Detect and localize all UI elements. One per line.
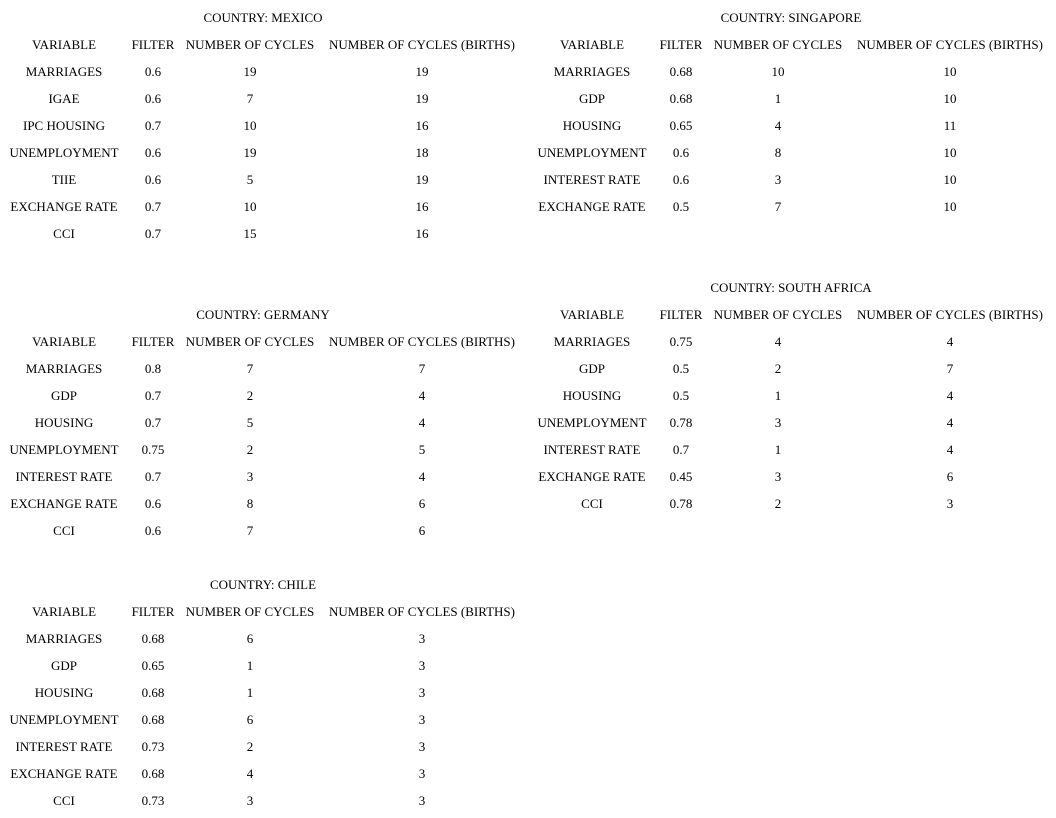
cell-filter: 0.5 <box>672 361 690 376</box>
cell-cycles: 8 <box>246 496 254 511</box>
cell-variable: TIIE <box>51 172 77 187</box>
cell-filter: 0.6 <box>144 172 162 187</box>
table-row <box>0 706 530 733</box>
cell-births: 3 <box>418 685 426 700</box>
table-row <box>0 463 530 490</box>
header-cycles: NUMBER OF CYCLES <box>713 307 843 322</box>
cell-filter: 0.6 <box>144 64 162 79</box>
header-filter: FILTER <box>659 37 703 52</box>
cell-variable: HOUSING <box>562 118 622 133</box>
cell-variable: UNEMPLOYMENT <box>537 415 647 430</box>
cell-filter: 0.7 <box>672 442 690 457</box>
cell-births: 3 <box>418 739 426 754</box>
table-title-south-africa: COUNTRY: SOUTH AFRICA <box>710 280 872 295</box>
header-cycles: NUMBER OF CYCLES <box>185 604 315 619</box>
header-cycles: NUMBER OF CYCLES <box>713 37 843 52</box>
header-births: NUMBER OF CYCLES (BIRTHS) <box>329 37 515 52</box>
header-births: NUMBER OF CYCLES (BIRTHS) <box>329 604 515 619</box>
cell-cycles: 3 <box>774 415 782 430</box>
cell-births: 19 <box>415 172 429 187</box>
table-header <box>0 31 530 58</box>
table-row <box>0 490 530 517</box>
cell-variable: UNEMPLOYMENT <box>537 145 647 160</box>
cell-variable: UNEMPLOYMENT <box>9 712 119 727</box>
table-title-chile: COUNTRY: CHILE <box>209 577 317 592</box>
cell-variable: CCI <box>53 226 75 241</box>
table-row <box>0 787 530 814</box>
cell-births: 5 <box>418 442 426 457</box>
cell-variable: HOUSING <box>34 415 94 430</box>
cell-births: 19 <box>415 91 429 106</box>
cell-filter: 0.75 <box>669 334 693 349</box>
table-row <box>0 517 530 544</box>
table-row <box>0 625 530 652</box>
cell-filter: 0.6 <box>672 145 690 160</box>
cell-variable: EXCHANGE RATE <box>538 469 646 484</box>
cell-variable: CCI <box>53 793 75 808</box>
cell-births: 16 <box>415 199 429 214</box>
cell-births: 19 <box>415 64 429 79</box>
cell-births: 4 <box>946 334 954 349</box>
cell-filter: 0.7 <box>144 388 162 403</box>
cell-filter: 0.68 <box>141 712 165 727</box>
cell-cycles: 8 <box>774 145 782 160</box>
table-row <box>0 436 530 463</box>
table-row <box>0 409 530 436</box>
table-row <box>0 58 530 85</box>
cell-births: 7 <box>946 361 954 376</box>
cell-births: 7 <box>418 361 426 376</box>
cell-cycles: 4 <box>774 118 782 133</box>
cell-variable: GDP <box>50 658 77 673</box>
table-row <box>528 436 1056 463</box>
cell-births: 16 <box>415 118 429 133</box>
table-row <box>0 679 530 706</box>
cell-cycles: 1 <box>246 658 254 673</box>
header-births: NUMBER OF CYCLES (BIRTHS) <box>857 307 1043 322</box>
cell-variable: HOUSING <box>562 388 622 403</box>
cell-filter: 0.6 <box>144 91 162 106</box>
header-variable: VARIABLE <box>31 37 97 52</box>
cell-births: 6 <box>946 469 954 484</box>
table-row <box>528 139 1056 166</box>
cell-filter: 0.7 <box>144 199 162 214</box>
cell-filter: 0.73 <box>141 739 165 754</box>
header-filter: FILTER <box>659 307 703 322</box>
cell-variable: MARRIAGES <box>25 361 103 376</box>
table-row <box>0 85 530 112</box>
cell-cycles: 2 <box>246 442 254 457</box>
table-row <box>528 463 1056 490</box>
cell-variable: INTEREST RATE <box>15 469 113 484</box>
table-row <box>528 85 1056 112</box>
cell-cycles: 6 <box>246 712 254 727</box>
cell-filter: 0.5 <box>672 199 690 214</box>
cell-filter: 0.78 <box>669 496 693 511</box>
table-row <box>528 193 1056 220</box>
cell-cycles: 10 <box>243 199 257 214</box>
cell-filter: 0.68 <box>669 91 693 106</box>
cell-cycles: 19 <box>243 145 257 160</box>
table-row <box>528 355 1056 382</box>
header-births: NUMBER OF CYCLES (BIRTHS) <box>857 37 1043 52</box>
cell-births: 6 <box>418 496 426 511</box>
cell-cycles: 7 <box>246 91 254 106</box>
table-row <box>0 382 530 409</box>
header-filter: FILTER <box>131 334 175 349</box>
table-row <box>0 733 530 760</box>
cell-births: 4 <box>946 442 954 457</box>
table-row <box>0 760 530 787</box>
cell-variable: EXCHANGE RATE <box>10 496 118 511</box>
cell-cycles: 10 <box>243 118 257 133</box>
cell-variable: EXCHANGE RATE <box>10 199 118 214</box>
header-variable: VARIABLE <box>559 37 625 52</box>
table-row <box>0 193 530 220</box>
cell-filter: 0.68 <box>141 685 165 700</box>
table-row <box>528 409 1056 436</box>
cell-variable: GDP <box>578 91 605 106</box>
table-row <box>0 112 530 139</box>
table-title-singapore: COUNTRY: SINGAPORE <box>720 10 862 25</box>
cell-cycles: 2 <box>246 739 254 754</box>
header-variable: VARIABLE <box>31 334 97 349</box>
cell-births: 4 <box>946 388 954 403</box>
cell-cycles: 1 <box>774 91 782 106</box>
cell-births: 10 <box>943 199 957 214</box>
cell-cycles: 3 <box>774 469 782 484</box>
cell-births: 4 <box>418 415 426 430</box>
table-row <box>528 490 1056 517</box>
cell-variable: INTEREST RATE <box>543 172 641 187</box>
table-row <box>0 652 530 679</box>
cell-filter: 0.45 <box>669 469 693 484</box>
header-cycles: NUMBER OF CYCLES <box>185 334 315 349</box>
cell-filter: 0.68 <box>669 64 693 79</box>
cell-filter: 0.65 <box>669 118 693 133</box>
cell-births: 4 <box>946 415 954 430</box>
cell-variable: INTEREST RATE <box>543 442 641 457</box>
cell-filter: 0.73 <box>141 793 165 808</box>
cell-births: 10 <box>943 145 957 160</box>
cell-filter: 0.7 <box>144 469 162 484</box>
cell-cycles: 7 <box>246 523 254 538</box>
cell-filter: 0.8 <box>144 361 162 376</box>
cell-variable: CCI <box>581 496 603 511</box>
header-cycles: NUMBER OF CYCLES <box>185 37 315 52</box>
cell-cycles: 10 <box>771 64 785 79</box>
cell-cycles: 2 <box>774 496 782 511</box>
cell-cycles: 7 <box>246 361 254 376</box>
table-header <box>528 31 1056 58</box>
cell-cycles: 15 <box>243 226 257 241</box>
cell-variable: UNEMPLOYMENT <box>9 442 119 457</box>
cell-births: 3 <box>418 793 426 808</box>
table-header <box>0 598 530 625</box>
cell-births: 10 <box>943 64 957 79</box>
cell-variable: IGAE <box>48 91 80 106</box>
table-row <box>0 139 530 166</box>
table-row <box>0 220 530 247</box>
cell-births: 3 <box>418 712 426 727</box>
header-variable: VARIABLE <box>31 604 97 619</box>
cell-cycles: 19 <box>243 64 257 79</box>
header-variable: VARIABLE <box>559 307 625 322</box>
cell-cycles: 3 <box>246 469 254 484</box>
cell-variable: INTEREST RATE <box>15 739 113 754</box>
cell-variable: MARRIAGES <box>553 64 631 79</box>
table-row <box>528 58 1056 85</box>
cell-variable: UNEMPLOYMENT <box>9 145 119 160</box>
cell-births: 10 <box>943 172 957 187</box>
table-title-germany: COUNTRY: GERMANY <box>196 307 330 322</box>
cell-cycles: 2 <box>246 388 254 403</box>
cell-births: 6 <box>418 523 426 538</box>
cell-filter: 0.6 <box>144 496 162 511</box>
cell-cycles: 4 <box>246 766 254 781</box>
cell-variable: GDP <box>578 361 605 376</box>
cell-filter: 0.7 <box>144 118 162 133</box>
cell-variable: CCI <box>53 523 75 538</box>
cell-filter: 0.7 <box>144 415 162 430</box>
cell-variable: MARRIAGES <box>25 64 103 79</box>
cell-births: 3 <box>418 658 426 673</box>
cell-births: 16 <box>415 226 429 241</box>
cell-variable: EXCHANGE RATE <box>10 766 118 781</box>
cell-cycles: 3 <box>774 172 782 187</box>
cell-births: 3 <box>418 766 426 781</box>
table-row <box>528 382 1056 409</box>
table-row <box>528 112 1056 139</box>
cell-filter: 0.68 <box>141 766 165 781</box>
cell-cycles: 1 <box>774 442 782 457</box>
cell-births: 4 <box>418 469 426 484</box>
header-filter: FILTER <box>131 37 175 52</box>
cell-variable: HOUSING <box>34 685 94 700</box>
cell-births: 3 <box>418 631 426 646</box>
cell-variable: IPC HOUSING <box>23 118 105 133</box>
cell-filter: 0.6 <box>144 523 162 538</box>
table-header <box>0 328 530 355</box>
cell-filter: 0.5 <box>672 388 690 403</box>
cell-cycles: 3 <box>246 793 254 808</box>
cell-births: 10 <box>943 91 957 106</box>
table-row <box>0 166 530 193</box>
cell-births: 3 <box>946 496 954 511</box>
cell-variable: GDP <box>50 388 77 403</box>
cell-births: 4 <box>418 388 426 403</box>
cell-cycles: 5 <box>246 172 254 187</box>
cell-filter: 0.6 <box>144 145 162 160</box>
cell-cycles: 7 <box>774 199 782 214</box>
header-filter: FILTER <box>131 604 175 619</box>
header-births: NUMBER OF CYCLES (BIRTHS) <box>329 334 515 349</box>
cell-filter: 0.68 <box>141 631 165 646</box>
cell-filter: 0.7 <box>144 226 162 241</box>
cell-births: 11 <box>943 118 957 133</box>
cell-variable: MARRIAGES <box>25 631 103 646</box>
cell-cycles: 4 <box>774 334 782 349</box>
table-title-mexico: COUNTRY: MEXICO <box>203 10 323 25</box>
cell-cycles: 2 <box>774 361 782 376</box>
table-row <box>528 166 1056 193</box>
cell-variable: EXCHANGE RATE <box>538 199 646 214</box>
table-row <box>0 355 530 382</box>
cell-cycles: 1 <box>774 388 782 403</box>
cell-births: 18 <box>415 145 429 160</box>
cell-cycles: 1 <box>246 685 254 700</box>
table-row <box>528 328 1056 355</box>
cell-cycles: 5 <box>246 415 254 430</box>
cell-filter: 0.78 <box>669 415 693 430</box>
cell-filter: 0.6 <box>672 172 690 187</box>
cell-filter: 0.75 <box>141 442 165 457</box>
cell-cycles: 6 <box>246 631 254 646</box>
cell-variable: MARRIAGES <box>553 334 631 349</box>
cell-filter: 0.65 <box>141 658 165 673</box>
table-header <box>528 301 1056 328</box>
